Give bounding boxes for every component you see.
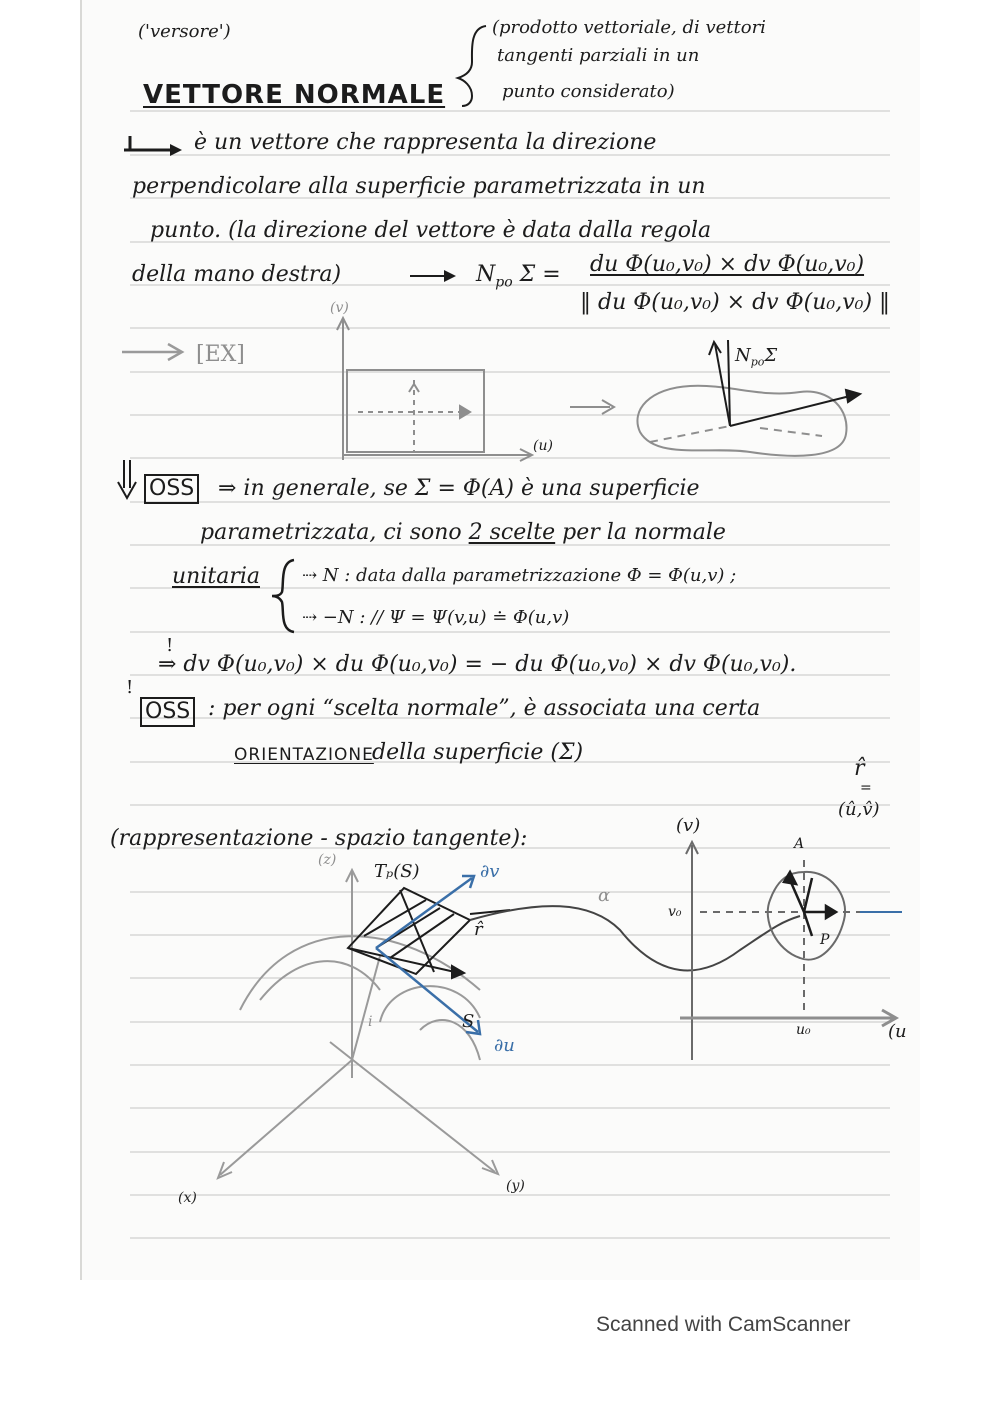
brace-icon xyxy=(452,20,492,110)
figure2-v-axis-label: (v) xyxy=(676,815,701,836)
oss2-label: OSS xyxy=(140,697,195,727)
definition-line-1: è un vettore che rappresenta la direzione xyxy=(194,130,657,155)
definition-line-2: perpendicolare alla superficie parametrizzata in un xyxy=(132,174,706,199)
implies-arrow-icon xyxy=(408,266,458,286)
r-hat-uv-equals: = xyxy=(860,780,872,796)
alpha-label: α xyxy=(598,885,611,906)
v0-label: v₀ xyxy=(668,904,682,920)
figure2-z-axis-label: (z) xyxy=(318,852,337,868)
surface-s-label: S xyxy=(462,1011,475,1032)
oss1-line-2: parametrizzata, ci sono 2 scelte per la normale xyxy=(200,520,726,545)
page-title: VETTORE NORMALE xyxy=(143,80,446,110)
r-hat-uv-args: (û,v̂) xyxy=(838,799,880,820)
figure1-normal-label: $N_{po}\Sigma$ xyxy=(735,345,778,369)
oss2-line-1: : per ogni “scelta normale”, è associata una certa xyxy=(208,696,761,721)
formula-denominator: ‖ du Φ(u₀,v₀) × dv Φ(u₀,v₀) ‖ xyxy=(580,290,891,315)
side-note-line-2: tangenti parziali in un xyxy=(497,45,700,66)
arrow-marker-icon xyxy=(120,132,190,156)
oss1-identity: ⇒ dv Φ(u₀,v₀) × du Φ(u₀,v₀) = − du Φ(u₀,v₀) × dv Φ(u₀,v₀). xyxy=(158,652,797,677)
side-note-line-1: (prodotto vettoriale, di vettori xyxy=(492,17,766,38)
choice-brace-icon xyxy=(270,556,298,636)
dv-vector-label: ∂v xyxy=(480,861,500,882)
side-note-line-3: punto considerato) xyxy=(502,81,675,102)
versore-note: ('versore') xyxy=(138,21,231,42)
figure-parameter-domain xyxy=(110,300,890,480)
definition-line-4: della mano destra) xyxy=(132,262,342,287)
figure1-u-axis-label: (u) xyxy=(533,438,553,454)
oss2-orientation-caps: ORIENTAZIONE xyxy=(234,745,374,765)
oss1-line-3-word: unitaria xyxy=(172,564,260,589)
point-a-label: A xyxy=(794,836,805,852)
figure1-ghost-example: [EX] xyxy=(196,342,245,367)
oss2-attention-mark: ! xyxy=(126,677,134,698)
figure2-x-axis-label: (x) xyxy=(178,1190,197,1206)
du-vector-label: ∂u xyxy=(494,1035,515,1056)
figure1-v-axis-label: (v) xyxy=(330,300,349,316)
scanner-watermark: Scanned with CamScanner xyxy=(596,1313,851,1336)
oss1-line-1: ⇒ in generale, se Σ = Φ(A) è una superficie xyxy=(218,476,700,501)
formula-numerator: du Φ(u₀,v₀) × dv Φ(u₀,v₀) xyxy=(590,252,865,277)
oss-label: OSS xyxy=(144,474,199,504)
figure2-u-axis-label: (u xyxy=(888,1021,907,1042)
oss1-choice-1: ⇢ N : data dalla parametrizzazione Φ = Φ(u,v) ; xyxy=(302,565,737,586)
u0-label: u₀ xyxy=(796,1022,811,1038)
i-label: i xyxy=(368,1014,373,1030)
oss1-choice-2: ⇢ −N : // Ψ = Ψ(v,u) ≐ Φ(u,v) xyxy=(302,607,570,628)
figure2-caption: (rappresentazione - spazio tangente): xyxy=(110,826,528,851)
tangent-plane-label: Tₚ(S) xyxy=(374,861,420,882)
normal-vector-symbol: $N_{po}$ Σ = xyxy=(476,262,561,291)
oss1-attention-mark: ! xyxy=(166,635,174,656)
figure2-y-axis-label: (y) xyxy=(506,1178,525,1194)
definition-line-3: punto. (la direzione del vettore è data dalla regola xyxy=(150,218,712,243)
r-hat-label: r̂ xyxy=(474,919,483,940)
r-hat-uv-symbol: r̂ xyxy=(854,756,865,781)
oss2-line-2: della superficie (Σ) xyxy=(372,740,584,765)
down-arrow-icon xyxy=(116,456,144,502)
point-p-label: P xyxy=(820,932,830,948)
figure-tangent-space xyxy=(180,760,920,1210)
